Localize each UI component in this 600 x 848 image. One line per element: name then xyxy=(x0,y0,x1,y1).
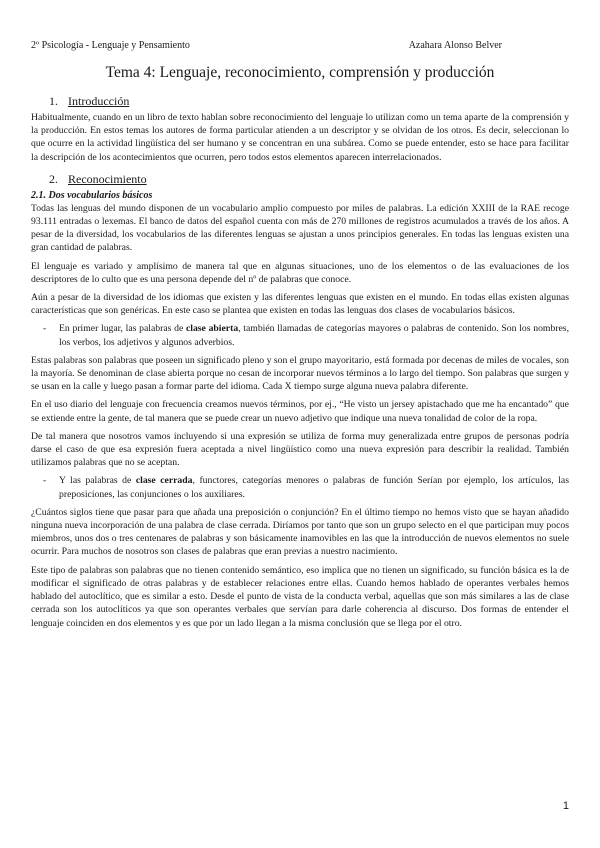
bullet-text xyxy=(59,322,569,348)
section-number: 2. xyxy=(49,171,58,186)
paragraph: Aún a pesar de la diversidad de los idiomas que existen y las diferentes lenguas que existen en el mundo. En todas ellas existen algunas características que son genéricas. En este caso se plantea que existen en todas las lenguas dos clases de vocabularios básicos. xyxy=(31,292,569,317)
paragraph: Todas las lenguas del mundo disponen de un vocabulario amplio compuesto por miles de palabras. La edición XXIII de la RAE recoge 93.111 entradas o lexemas. El banco de datos del español cuenta con más de 270 millones de registros acumulados a través de los años. A pesar de la diversidad, los vocabularios de las diferentes lenguas se ajustan a unos principios generales. En todas las lenguas existen una gran cantidad de palabras. xyxy=(31,202,569,254)
bullet-term: clase abierta xyxy=(185,323,239,335)
bullet-dash: - xyxy=(43,475,47,487)
section-number: 1. xyxy=(49,94,58,108)
bullet-item-clase-abierta xyxy=(31,322,569,348)
bullet-dash: - xyxy=(43,323,47,335)
section-label: Introducción xyxy=(68,94,130,108)
section-label: Reconocimiento xyxy=(68,171,147,186)
header-course: 2º Psicología - Lenguaje y Pensamiento xyxy=(31,40,190,51)
header-author: Azahara Alonso Belver xyxy=(408,40,502,51)
paragraph: De tal manera que nosotros vamos incluyendo si una expresión se utiliza de forma muy generalizada entre grupos de personas podría darse el caso de que esa expresión fuera aceptada a nivel lingüístico como una nueva expresión para describir la realidad. También utilizamos palabras que no se aceptan. xyxy=(31,430,569,469)
paragraph: Estas palabras son palabras que poseen un significado pleno y son el grupo mayoritario, está formada por decenas de miles de vocales, son la mayoría. Se denominan de clase abierta porque no cesan de incorporar nuevos términos a lo largo del tiempo. Son palabras que surgen y se usan en la calle y luego pasan a formar parte del idioma. Cada X tiempo surge alguna nueva palabra diferente. xyxy=(31,354,569,393)
paragraph: ¿Cuántos siglos tiene que pasar para que añada una preposición o conjunción? En el último tiempo no hemos visto que se hayan añadido ninguna nueva incorporación de una palabra de clase cerrada. Diríamos por tanto que son un grupo selecto en el que participan muy pocos miembros, unos dos o tres centenares de palabras y son básicamente inamovibles en las que la introducción de nuevos elementos no suele ocurrir. Para muchos de nosotros son clases de palabras que eran previas a nuestro nacimiento. xyxy=(31,506,569,558)
bullet-text-pre: Y las palabras de xyxy=(59,475,136,487)
subsection-heading: 2.1. Dos vocabularios básicos xyxy=(31,189,153,201)
bullet-text-post: , también llamadas de categorías mayores o palabras de contenido. Son los nombres, los verbos, los adjetivos y algunos adverbios. xyxy=(59,323,570,348)
page-header xyxy=(31,40,502,51)
page-title: Tema 4: Lenguaje, reconocimiento, comprensión y producción xyxy=(105,64,495,81)
paragraph: En el uso diario del lenguaje con frecuencia creamos nuevos términos, por ej., “He visto un jersey apistachado que me ha encantado” que se extiende entre la gente, de tal manera que se puede crear un nuevo adjetivo que indique una nueva tonalidad de color de la ropa. xyxy=(31,399,569,424)
bullet-text-post: , functores, categorías menores o palabras de función Serían por ejemplo, los artículos, las preposiciones, las conjunciones o los auxiliares. xyxy=(59,475,569,500)
page-number: 1 xyxy=(562,800,569,812)
section-heading-reconocimiento xyxy=(49,172,569,187)
bullet-term: clase cerrada xyxy=(135,475,193,487)
bullet-item-clase-cerrada xyxy=(31,474,569,500)
section-heading-introduccion xyxy=(49,94,569,109)
bullet-text xyxy=(59,474,569,500)
paragraph: El lenguaje es variado y amplísimo de manera tal que en algunas situaciones, uno de los elementos o de las evaluaciones de los descriptores de lo culto que es una persona depende del nº de palabras que conoce. xyxy=(31,260,569,285)
paragraph: Habitualmente, cuando en un libro de texto hablan sobre reconocimiento del lenguaje lo utilizan como un tema aparte de la comprensión y la producción. En estos temas los autores de forma particular atienden a un descriptor y se olvidan de los otros. Es decir, seleccionan lo que ocurre en la actividad lingüística del ser humano y se concentran en una subárea. Como se puede entender, esto se hace para facilitar la descripción de los acontecimientos que ocurren, pero todos estos elementos aparecen interrelacionados. xyxy=(31,112,569,163)
paragraph: Este tipo de palabras son palabras que no tienen contenido semántico, eso implica que no tienen un significado, su función básica es la de modificar el significado de otras palabras y de establecer relaciones entre ellas. Cuando hemos hablado de operantes verbales hemos hablado del autoclítico, que es similar a esto. Desde el punto de vista de la conducta verbal, aquellas que son más similares a las de clase cerrada son los autoclíticos ya que son operantes verbales que servían para darle coherencia al discurso. Dos formas de entender el lenguaje coinciden en dos elementos y es que por un lado llegan a la misma conclusión que se llega por el otro. xyxy=(31,564,569,629)
bullet-text-pre: En primer lugar, las palabras de xyxy=(59,323,186,335)
document-body xyxy=(31,94,569,635)
